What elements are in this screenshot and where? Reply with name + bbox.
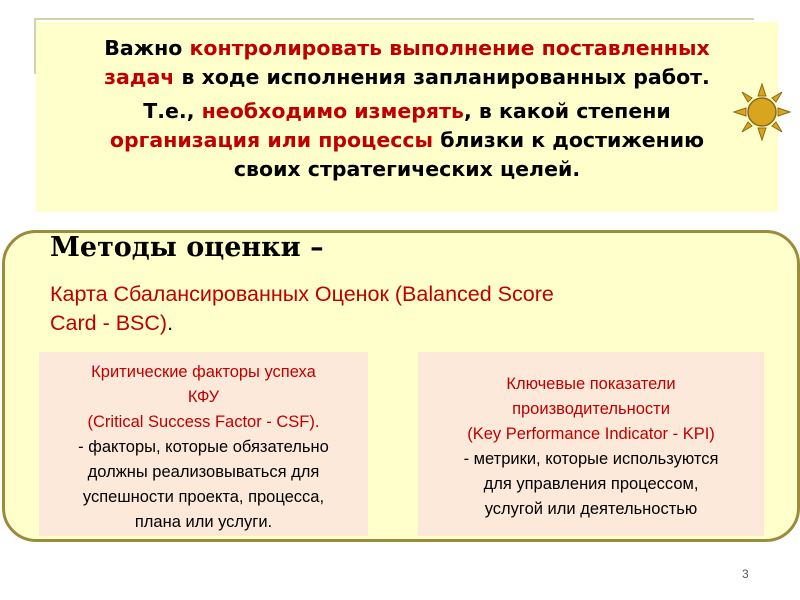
page-number: 3 xyxy=(742,567,749,581)
csf-abbr: КФУ xyxy=(187,388,220,406)
csf-description: плана или услуги. xyxy=(134,513,273,531)
kpi-description: для управления процессом, xyxy=(483,475,699,493)
intro-paragraph-1 xyxy=(36,34,778,92)
bsc-text: Карта Сбалансированных Оценок (Balanced Score xyxy=(50,282,554,306)
csf-english: (Critical Success Factor - CSF). xyxy=(87,413,320,431)
sun-icon xyxy=(732,82,792,142)
csf-card xyxy=(39,352,368,536)
csf-description: должны реализовываться для xyxy=(87,463,320,481)
csf-description: успешности проекта, процесса, xyxy=(82,488,325,506)
kpi-title: производительности xyxy=(512,400,670,418)
kpi-english: (Key Performance Indicator - KPI) xyxy=(467,425,715,443)
bsc-text: Card - BSC) xyxy=(50,311,168,335)
intro-text: Т.е., xyxy=(143,99,202,123)
kpi-title: Ключевые показатели xyxy=(506,375,676,393)
intro-text-box xyxy=(36,22,778,212)
bsc-period: . xyxy=(167,311,174,335)
kpi-description: - метрики, которые используются xyxy=(463,450,719,468)
intro-text: в ходе исполнения запланированных работ. xyxy=(174,65,710,89)
intro-highlight: задач xyxy=(104,65,175,89)
methods-title: Методы оценки – xyxy=(50,232,324,263)
decorative-top-line xyxy=(34,18,754,20)
bsc-heading xyxy=(50,280,750,338)
intro-text: Важно xyxy=(104,36,190,60)
csf-description: - факторы, которые обязательно xyxy=(78,438,329,456)
intro-highlight: контролировать выполнение поставленных xyxy=(189,36,710,60)
intro-highlight: организация или процессы xyxy=(109,128,434,152)
intro-text: своих стратегических целей. xyxy=(233,157,581,181)
intro-text: близки к достижению xyxy=(433,128,705,152)
intro-paragraph-2 xyxy=(36,97,778,184)
intro-highlight: необходимо измерять xyxy=(201,99,464,123)
csf-title: Критические факторы успеха xyxy=(91,363,316,381)
intro-text: , в какой степени xyxy=(463,99,671,123)
kpi-description: услугой или деятельностью xyxy=(484,500,698,518)
kpi-card xyxy=(418,352,764,536)
